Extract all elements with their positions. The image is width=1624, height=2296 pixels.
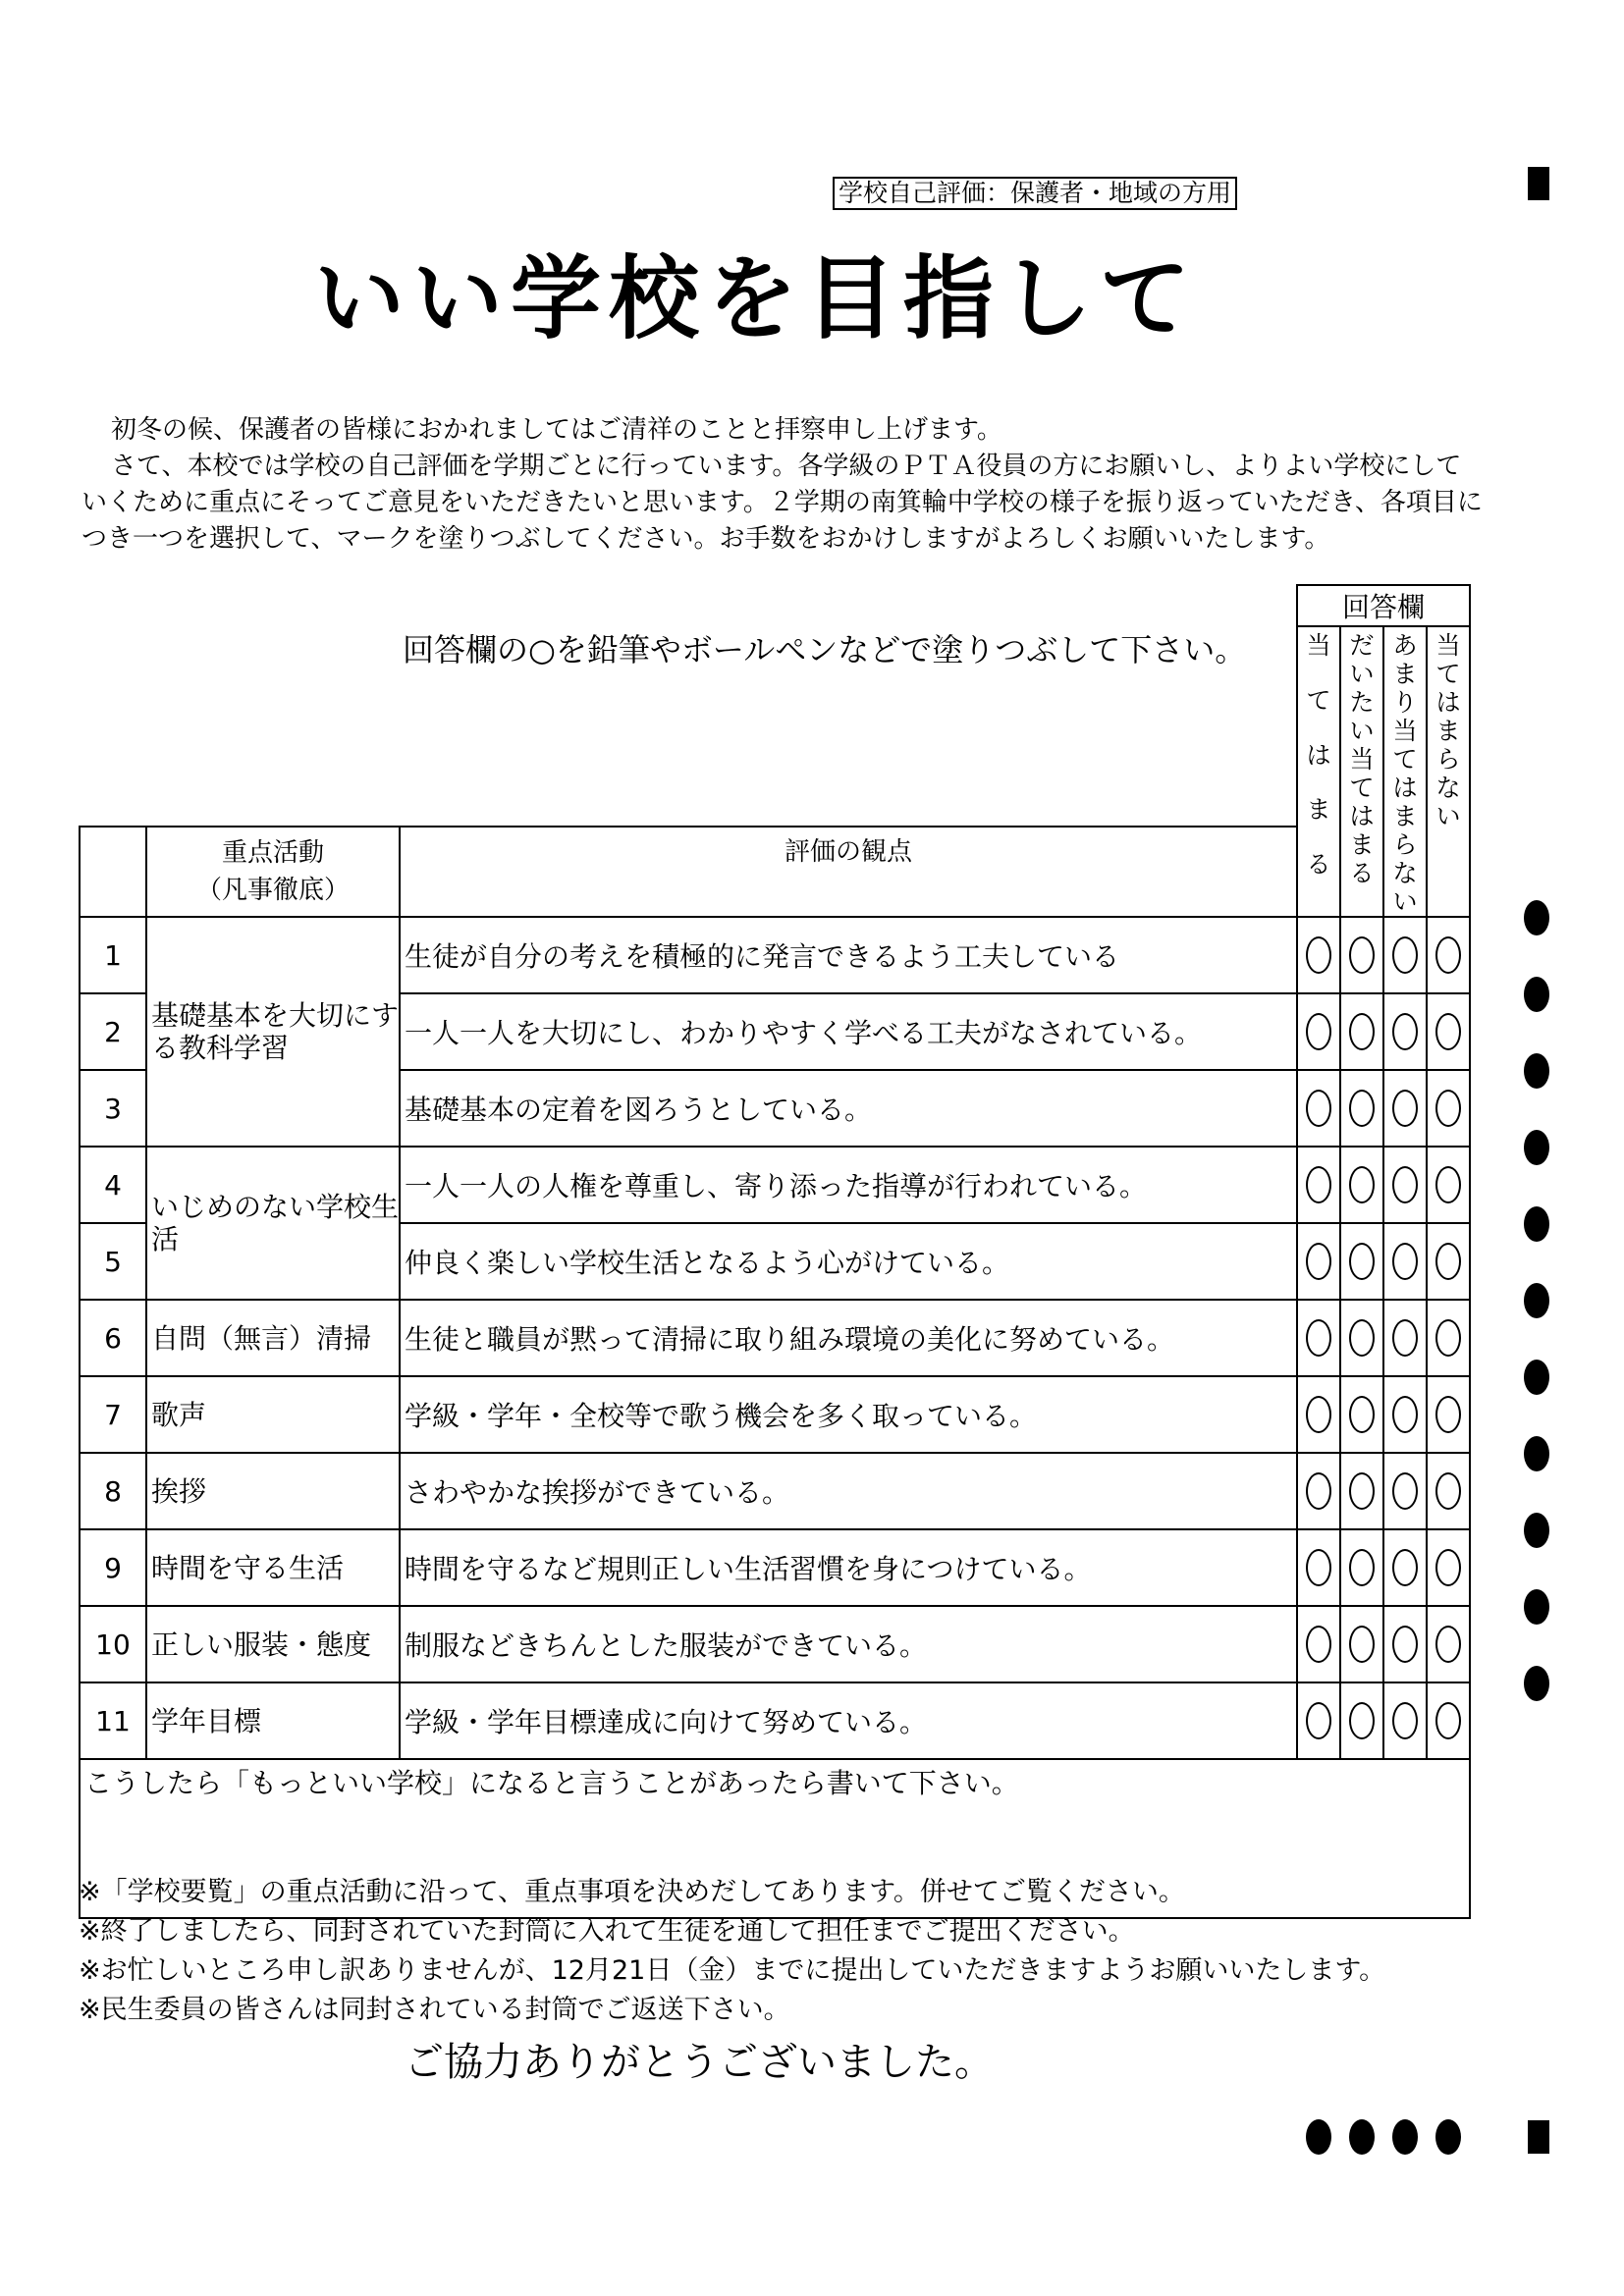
answer-bubble-3[interactable] bbox=[1392, 1549, 1418, 1586]
criteria-cell: 学級・学年目標達成に向けて努めている。 bbox=[400, 1682, 1297, 1759]
row-number: 7 bbox=[80, 1376, 146, 1453]
table-row bbox=[80, 1147, 1470, 1223]
criteria-cell: 制服などきちんとした服装ができている。 bbox=[400, 1606, 1297, 1682]
activity-cell: 時間を守る生活 bbox=[146, 1529, 400, 1606]
answer-bubble-4[interactable] bbox=[1435, 1396, 1461, 1433]
row-number: 10 bbox=[80, 1606, 146, 1682]
answer-bubble-2[interactable] bbox=[1349, 1626, 1375, 1663]
note-1: ※「学校要覧」の重点活動に沿って、重点事項を決めだしてあります。併せてご覧ください。 bbox=[79, 1877, 1185, 1907]
option-header-4: 当 て は ま ら な い bbox=[1427, 626, 1470, 917]
activity-cell: 正しい服装・態度 bbox=[146, 1606, 400, 1682]
timing-dot-row bbox=[1524, 1360, 1549, 1395]
table-row bbox=[80, 917, 1470, 993]
criteria-cell: 仲良く楽しい学校生活となるよう心がけている。 bbox=[400, 1223, 1297, 1300]
table-row bbox=[80, 1606, 1470, 1682]
activity-cell: 歌声 bbox=[146, 1376, 400, 1453]
thanks-message: ご協力ありがとうございました。 bbox=[405, 2040, 994, 2085]
answer-bubble-3[interactable] bbox=[1392, 936, 1418, 974]
answer-bubble-1[interactable] bbox=[1306, 1243, 1331, 1280]
activity-cell: 自問（無言）清掃 bbox=[146, 1300, 400, 1376]
intro-text bbox=[81, 412, 1486, 558]
activity-cell: 基礎基本を大切にする教科学習 bbox=[146, 917, 400, 1147]
answer-bubble-1[interactable] bbox=[1306, 1702, 1331, 1739]
option-header-1: 当 て は ま る bbox=[1297, 626, 1340, 917]
criteria-cell: 一人一人を大切にし、わかりやすく学べる工夫がなされている。 bbox=[400, 993, 1297, 1070]
row-number: 5 bbox=[80, 1223, 146, 1300]
answer-bubble-4[interactable] bbox=[1435, 1090, 1461, 1127]
answer-bubble-2[interactable] bbox=[1349, 1166, 1375, 1203]
answer-bubble-4[interactable] bbox=[1435, 1472, 1461, 1510]
timing-mark-top-right bbox=[1528, 167, 1549, 200]
note-4: ※民生委員の皆さんは同封されている封筒でご返送下さい。 bbox=[79, 1995, 790, 2025]
answer-bubble-3[interactable] bbox=[1392, 1702, 1418, 1739]
answer-bubble-4[interactable] bbox=[1435, 1013, 1461, 1050]
answer-bubble-2[interactable] bbox=[1349, 1319, 1375, 1357]
answer-bubble-3[interactable] bbox=[1392, 1626, 1418, 1663]
answer-bubble-1[interactable] bbox=[1306, 1013, 1331, 1050]
answer-bubble-3[interactable] bbox=[1392, 1472, 1418, 1510]
activity-column-header: 重点活動 （凡事徹底） bbox=[146, 827, 400, 917]
timing-dot-row bbox=[1524, 1130, 1549, 1165]
row-number: 4 bbox=[80, 1147, 146, 1223]
notes bbox=[79, 1873, 1385, 2030]
activity-cell: 学年目標 bbox=[146, 1682, 400, 1759]
answer-bubble-1[interactable] bbox=[1306, 1319, 1331, 1357]
answer-bubble-1[interactable] bbox=[1306, 1626, 1331, 1663]
answer-bubble-3[interactable] bbox=[1392, 1243, 1418, 1280]
answer-bubble-3[interactable] bbox=[1392, 1166, 1418, 1203]
form-type-label: 学校自己評価：保護者・地域の方用 bbox=[833, 177, 1237, 210]
evaluation-table bbox=[79, 584, 1471, 1919]
row-number: 9 bbox=[80, 1529, 146, 1606]
row-number: 1 bbox=[80, 917, 146, 993]
timing-dot-row bbox=[1524, 1513, 1549, 1548]
row-number: 11 bbox=[80, 1682, 146, 1759]
activity-cell: いじめのない学校生活 bbox=[146, 1147, 400, 1300]
timing-dot-row bbox=[1524, 977, 1549, 1012]
answer-bubble-2[interactable] bbox=[1349, 1090, 1375, 1127]
table-row bbox=[80, 1529, 1470, 1606]
option-header-3: あ ま り 当 て は ま ら な い bbox=[1383, 626, 1427, 917]
answer-bubble-2[interactable] bbox=[1349, 936, 1375, 974]
timing-dot-bottom-2 bbox=[1349, 2119, 1375, 2155]
note-3: ※お忙しいところ申し訳ありませんが、12月21日（金）までに提出していただきますようお願いいたします。 bbox=[79, 1955, 1386, 1986]
answer-bubble-4[interactable] bbox=[1435, 1549, 1461, 1586]
answer-bubble-1[interactable] bbox=[1306, 936, 1331, 974]
answer-bubble-4[interactable] bbox=[1435, 1243, 1461, 1280]
criteria-cell: 基礎基本の定着を図ろうとしている。 bbox=[400, 1070, 1297, 1147]
answer-bubble-4[interactable] bbox=[1435, 1702, 1461, 1739]
timing-dot-bottom-1 bbox=[1306, 2119, 1331, 2155]
answer-bubble-2[interactable] bbox=[1349, 1396, 1375, 1433]
answer-bubble-2[interactable] bbox=[1349, 1013, 1375, 1050]
comment-box[interactable]: こうしたら「もっといい学校」になると言うことがあったら書いて下さい。 bbox=[80, 1759, 1470, 1918]
timing-dot-bottom-4 bbox=[1435, 2119, 1461, 2155]
answer-bubble-3[interactable] bbox=[1392, 1013, 1418, 1050]
table-row bbox=[80, 1376, 1470, 1453]
timing-dot-bottom-3 bbox=[1392, 2119, 1418, 2155]
answer-bubble-2[interactable] bbox=[1349, 1472, 1375, 1510]
answer-bubble-1[interactable] bbox=[1306, 1549, 1331, 1586]
answer-bubble-3[interactable] bbox=[1392, 1090, 1418, 1127]
intro-greeting: 初冬の候、保護者の皆様におかれましてはご清祥のことと拝察申し上げます。 bbox=[111, 415, 1002, 445]
answer-bubble-3[interactable] bbox=[1392, 1319, 1418, 1357]
criteria-cell: 一人一人の人権を尊重し、寄り添った指導が行われている。 bbox=[400, 1147, 1297, 1223]
table-row bbox=[80, 1682, 1470, 1759]
timing-dot-row bbox=[1524, 1206, 1549, 1242]
timing-mark-bottom-right bbox=[1528, 2120, 1549, 2154]
answer-bubble-3[interactable] bbox=[1392, 1396, 1418, 1433]
row-number: 8 bbox=[80, 1453, 146, 1529]
row-number: 3 bbox=[80, 1070, 146, 1147]
criteria-cell: 生徒と職員が黙って清掃に取り組み環境の美化に努めている。 bbox=[400, 1300, 1297, 1376]
timing-dot-row bbox=[1524, 1283, 1549, 1318]
row-number: 6 bbox=[80, 1300, 146, 1376]
note-2: ※終了しましたら、同封されていた封筒に入れて生徒を通して担任までご提出ください。 bbox=[79, 1916, 1135, 1947]
answer-bubble-2[interactable] bbox=[1349, 1549, 1375, 1586]
criteria-cell: 生徒が自分の考えを積極的に発言できるよう工夫している bbox=[400, 917, 1297, 993]
answer-bubble-1[interactable] bbox=[1306, 1166, 1331, 1203]
timing-dot-row bbox=[1524, 1053, 1549, 1089]
answer-column-header: 回答欄 bbox=[1297, 585, 1470, 626]
answer-bubble-1[interactable] bbox=[1306, 1090, 1331, 1127]
criteria-cell: 時間を守るなど規則正しい生活習慣を身につけている。 bbox=[400, 1529, 1297, 1606]
answer-bubble-1[interactable] bbox=[1306, 1396, 1331, 1433]
option-header-2: だ い た い 当 て は ま る bbox=[1340, 626, 1383, 917]
timing-dot-row bbox=[1524, 900, 1549, 935]
page-title: いい学校を目指して bbox=[314, 246, 1199, 351]
timing-dot-row bbox=[1524, 1589, 1549, 1625]
answer-bubble-4[interactable] bbox=[1435, 936, 1461, 974]
answer-bubble-2[interactable] bbox=[1349, 1702, 1375, 1739]
timing-dot-row bbox=[1524, 1666, 1549, 1701]
timing-dot-row bbox=[1524, 1436, 1549, 1471]
table-row bbox=[80, 1453, 1470, 1529]
answer-bubble-4[interactable] bbox=[1435, 1319, 1461, 1357]
instruction-text: 回答欄の○を鉛筆やボールペンなどで塗りつぶして下さい。 bbox=[403, 631, 1247, 668]
criteria-cell: 学級・学年・全校等で歌う機会を多く取っている。 bbox=[400, 1376, 1297, 1453]
criteria-cell: さわやかな挨拶ができている。 bbox=[400, 1453, 1297, 1529]
row-number: 2 bbox=[80, 993, 146, 1070]
answer-bubble-4[interactable] bbox=[1435, 1626, 1461, 1663]
answer-bubble-4[interactable] bbox=[1435, 1166, 1461, 1203]
answer-bubble-2[interactable] bbox=[1349, 1243, 1375, 1280]
table-row bbox=[80, 1300, 1470, 1376]
answer-bubble-1[interactable] bbox=[1306, 1472, 1331, 1510]
criteria-column-header: 評価の観点 bbox=[400, 827, 1297, 917]
intro-body: さて、本校では学校の自己評価を学期ごとに行っています。各学級のＰＴＡ役員の方にお願いし、よりよい学校にしていくために重点にそってご意見をいただきたいと思います。２学期の南箕輪中学校の様子を振り返っていただき、各項目につき一つを選択して、マークを塗りつぶしてください。お手数をおかけしますがよろしくお願いいたします。 bbox=[81, 452, 1483, 554]
activity-cell: 挨拶 bbox=[146, 1453, 400, 1529]
